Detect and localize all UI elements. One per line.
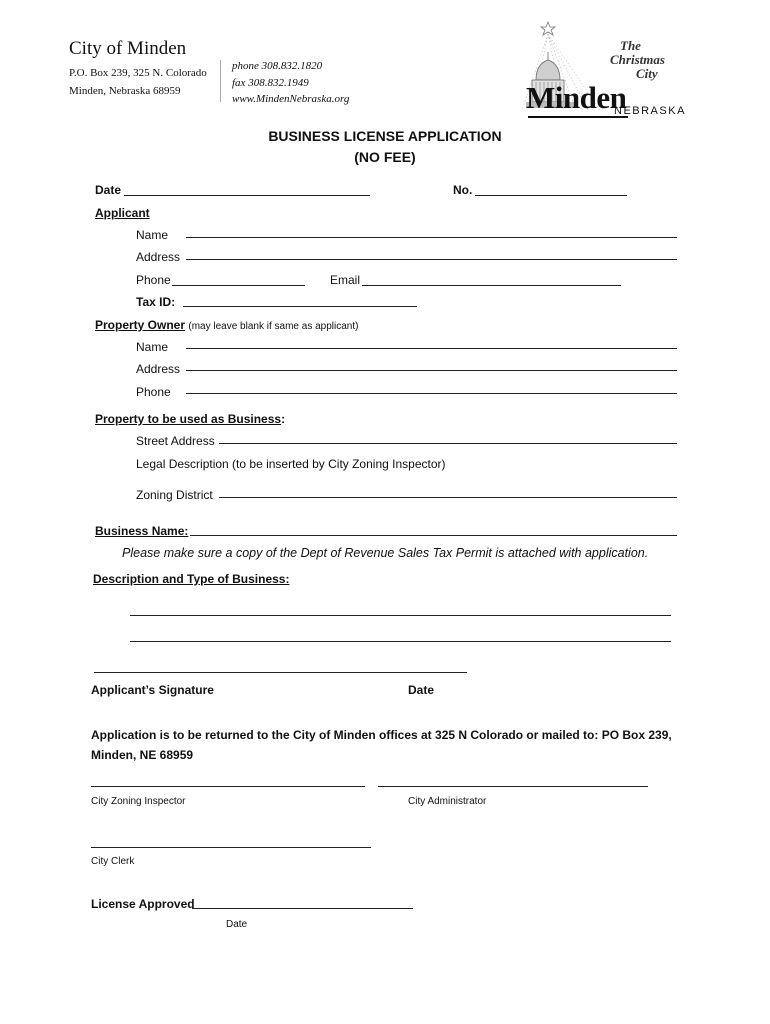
form-title: BUSINESS LICENSE APPLICATION [268, 128, 502, 144]
header-divider [220, 60, 221, 102]
tax-id-label: Tax ID: [136, 295, 176, 309]
address-line-2: Minden, Nebraska 68959 [69, 85, 181, 97]
license-approved-field[interactable] [192, 908, 413, 909]
applicant-phone-field[interactable] [172, 285, 305, 286]
fax-number: fax 308.832.1949 [232, 77, 309, 89]
owner-address-label: Address [136, 362, 181, 376]
number-field[interactable] [475, 195, 627, 196]
owner-phone-label: Phone [136, 385, 171, 399]
logo-wordmark: Minden [526, 80, 627, 115]
street-address-label: Street Address [136, 434, 215, 448]
website-link[interactable]: www.MindenNebraska.org [232, 93, 350, 105]
sales-tax-notice: Please make sure a copy of the Dept of Revenue Sales Tax Permit is attached with application. [122, 546, 649, 560]
logo-wordmark-underline [528, 116, 628, 118]
city-admin-signature-field[interactable] [378, 786, 648, 787]
property-business-heading-row [95, 412, 285, 426]
form-subtitle: (NO FEE) [354, 149, 416, 165]
city-admin-label: City Administrator [408, 796, 487, 807]
property-business-heading: Property to be used as Business [95, 412, 282, 426]
license-approved-label: License Approved [91, 897, 195, 911]
signature-date-label: Date [408, 683, 435, 697]
street-address-field[interactable] [219, 443, 677, 444]
owner-name-field[interactable] [186, 348, 677, 349]
logo-tagline-the: The [620, 38, 641, 53]
tax-id-field[interactable] [183, 306, 417, 307]
owner-phone-field[interactable] [186, 393, 677, 394]
description-field-1[interactable] [130, 615, 671, 616]
logo-tagline-city: City [636, 66, 658, 81]
description-label: Description and Type of Business: [93, 572, 290, 586]
applicant-name-label: Name [136, 228, 169, 242]
applicant-name-field[interactable] [186, 237, 677, 238]
applicant-phone-label: Phone [136, 273, 171, 287]
applicant-address-field[interactable] [186, 259, 677, 260]
date-field[interactable] [124, 195, 370, 196]
applicant-email-field[interactable] [362, 285, 621, 286]
signature-label: Applicant’s Signature [91, 683, 214, 697]
zoning-inspector-label: City Zoning Inspector [91, 796, 186, 807]
date-label: Date [95, 183, 122, 197]
zoning-inspector-signature-field[interactable] [91, 786, 365, 787]
zoning-district-label: Zoning District [136, 488, 213, 502]
phone-number: phone 308.832.1820 [232, 60, 323, 72]
property-business-colon: : [281, 412, 286, 426]
return-instructions-line-1: Application is to be returned to the City of Minden offices at 325 N Colorado or mailed to: PO Box 239, [91, 728, 672, 742]
description-field-2[interactable] [130, 641, 671, 642]
applicant-email-label: Email [330, 273, 361, 287]
license-date-label: Date [226, 919, 248, 930]
logo-state: NEBRASKA [614, 105, 686, 117]
owner-name-label: Name [136, 340, 169, 354]
city-name: City of Minden [69, 38, 187, 59]
return-instructions-line-2: Minden, NE 68959 [91, 748, 194, 762]
property-owner-note: (may leave blank if same as applicant) [188, 321, 359, 332]
property-owner-heading-row [95, 318, 358, 332]
city-logo [520, 18, 700, 122]
address-line-1: P.O. Box 239, 325 N. Colorado [69, 67, 207, 79]
city-clerk-label: City Clerk [91, 856, 135, 867]
business-name-field[interactable] [190, 535, 677, 536]
property-owner-heading: Property Owner [95, 318, 186, 332]
applicant-heading: Applicant [95, 206, 150, 220]
signature-field[interactable] [94, 672, 467, 673]
owner-address-field[interactable] [186, 370, 677, 371]
city-clerk-signature-field[interactable] [91, 847, 371, 848]
business-name-label: Business Name: [95, 524, 189, 538]
legal-description-label: Legal Description (to be inserted by City Zoning Inspector) [136, 457, 446, 471]
applicant-address-label: Address [136, 250, 181, 264]
number-label: No. [453, 183, 473, 197]
zoning-district-field[interactable] [219, 497, 677, 498]
logo-tagline-christmas: Christmas [610, 52, 665, 67]
